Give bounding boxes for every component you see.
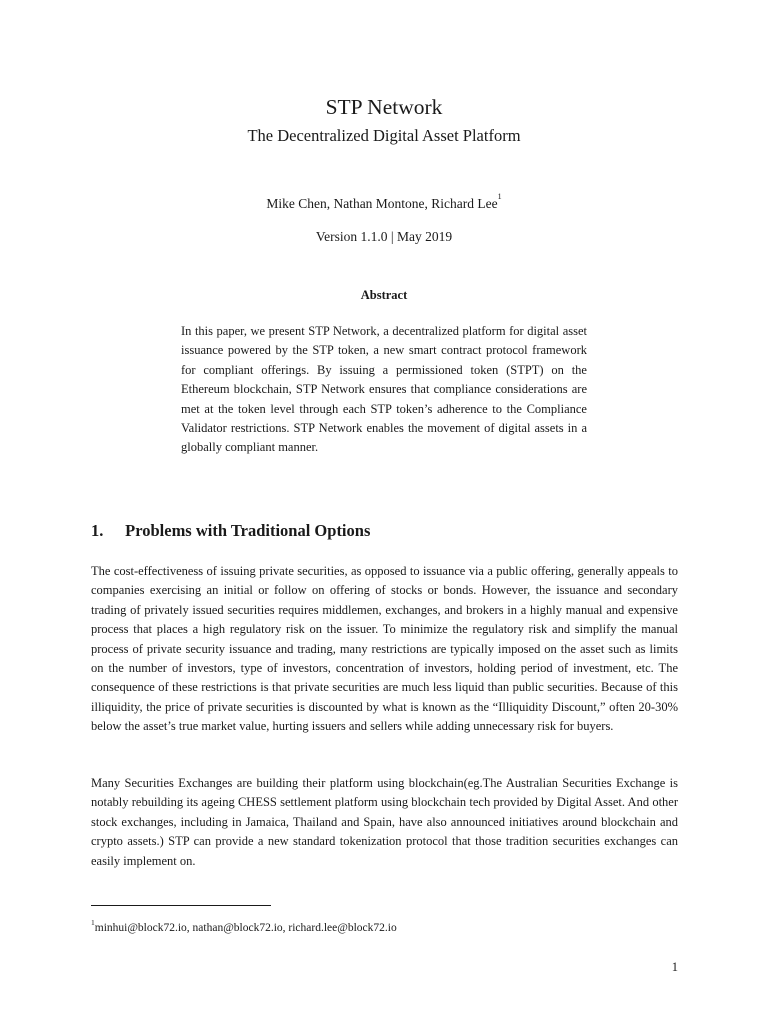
document-subtitle: The Decentralized Digital Asset Platform bbox=[247, 126, 521, 145]
section-heading bbox=[91, 519, 691, 543]
abstract-text: In this paper, we present STP Network, a decentralized platform for digital asset issuance powered by the STP token, a new smart contract protocol framework for compliant offerings. By issuing a permissioned token (STPT) on the Ethereum blockchain, STP Network ensures that compliance considerations are met at the token level through each STP token’s adherence to the Compliance Validator restrictions. STP Network enables the movement of digital assets in a globally compliant manner. bbox=[181, 324, 587, 455]
footnote-reference: 1 bbox=[497, 192, 502, 201]
footnote bbox=[91, 914, 678, 937]
body-paragraph: Many Securities Exchanges are building their platform using blockchain(eg.The Australian Securities Exchange is notably rebuilding its ageing CHESS settlement platform using blockchain tech provided by Digital Asset. And other stock exchanges, including in Jamaica, Thailand and Spain, have also announced initiatives around blockchain and crypto assets.) STP can provide a new standard tokenization protocol that those tradition securities exchanges can easily implement on. bbox=[91, 776, 678, 868]
section-title: Problems with Traditional Options bbox=[125, 521, 371, 540]
author-names: Mike Chen, Nathan Montone, Richard Lee bbox=[266, 196, 498, 211]
document-title: STP Network bbox=[325, 95, 443, 119]
footnote-text: minhui@block72.io, nathan@block72.io, richard.lee@block72.io bbox=[94, 922, 397, 934]
section-number: 1. bbox=[91, 521, 104, 540]
footnote-marker: 1 bbox=[91, 918, 95, 927]
page-number: 1 bbox=[671, 960, 678, 974]
author-line bbox=[0, 187, 768, 214]
version-line: Version 1.1.0 | May 2019 bbox=[315, 229, 453, 244]
body-paragraph: The cost-effectiveness of issuing private securities, as opposed to issuance via a public offering, generally appeals to companies exercising an initial or follow on offering of stocks or bonds. However, the issuance and secondary trading of privately issued securities requires middlemen, exchanges, and brokers in a highly manual and expensive process that places a high regulatory risk on the issuer. To minimize the regulatory risk and simplify the manual process of private security issuance and trading, many restrictions are typically imposed on the asset such as limits on the number of investors, type of investors, concentration of investors, holding period of investment, etc. The consequence of these restrictions is that private securities are much less liquid than public securities. Because of this illiquidity, the price of private securities is discounted by what is known as the “Illiquidity Discount,” often 20-30% below the asset’s true market value, hurting issuers and sellers while adding unnecessary risk for buyers. bbox=[91, 564, 678, 734]
footnote-divider bbox=[91, 905, 271, 906]
abstract-heading: Abstract bbox=[360, 288, 408, 302]
